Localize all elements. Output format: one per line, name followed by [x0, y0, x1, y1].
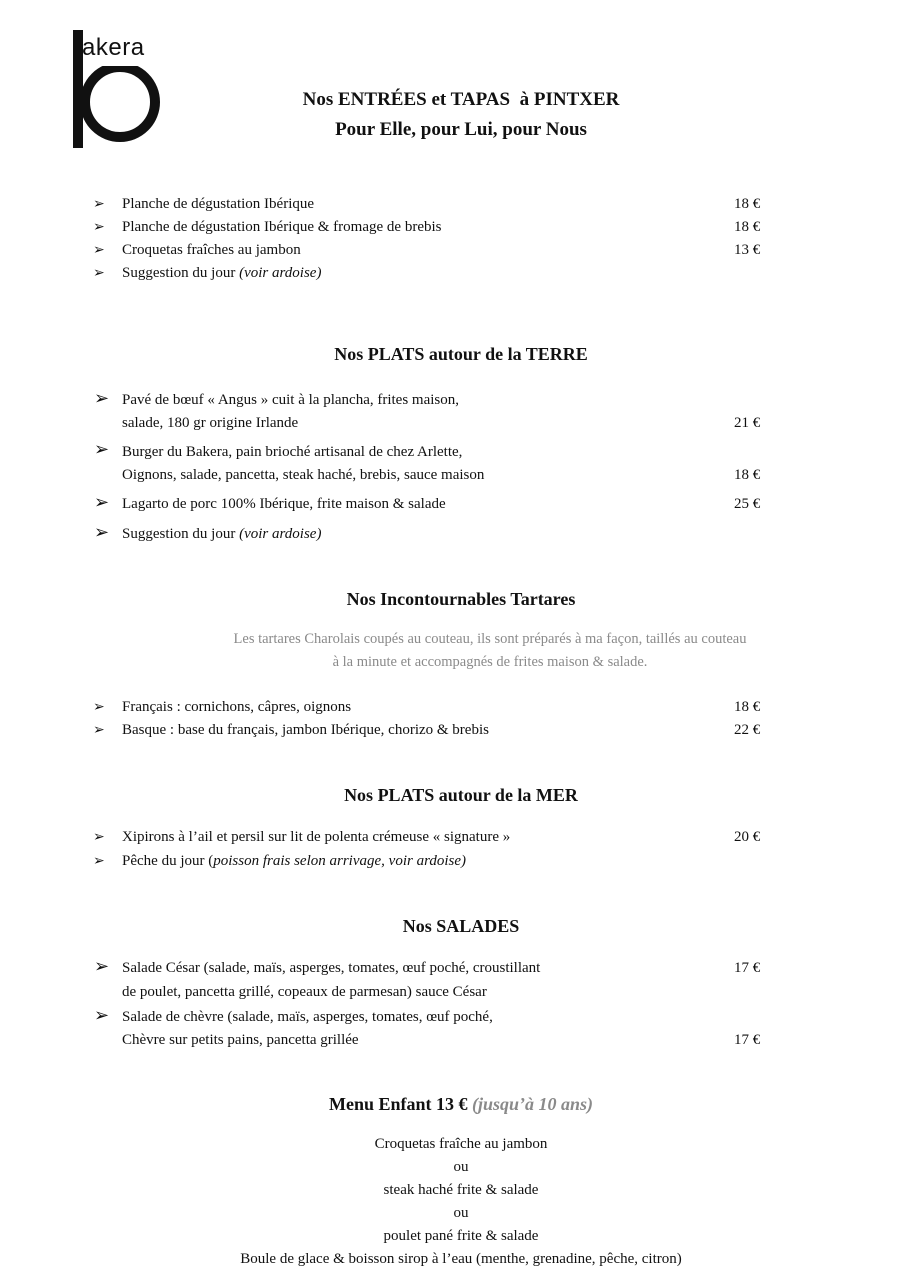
item-price: 13 € [734, 242, 761, 258]
bullet-icon: ➢ [93, 197, 105, 212]
kids-menu-line: ou [453, 1159, 469, 1175]
bullet-icon: ➢ [94, 439, 110, 459]
item-price: 22 € [734, 722, 761, 738]
list-item [122, 853, 466, 870]
bullet-icon: ➢ [94, 522, 110, 542]
item-text: Suggestion du jour [122, 265, 240, 281]
tartares-description-line2: à la minute et accompagnés de frites maison & salade. [332, 654, 648, 670]
bullet-icon: ➢ [93, 854, 105, 869]
list-item: Lagarto de porc 100% Ibérique, frite maison & salade [122, 496, 446, 512]
section-title-tartares: Nos Incontournables Tartares [346, 589, 576, 609]
bullet-icon: ➢ [94, 492, 110, 512]
list-item-line1: Pavé de bœuf « Angus » cuit à la plancha, frites maison, [122, 392, 460, 408]
item-note: (voir ardoise) [239, 265, 322, 281]
item-price: 18 € [734, 196, 761, 212]
list-item-line1: Salade de chèvre (salade, maïs, asperges, tomates, œuf poché, [122, 1009, 493, 1025]
kids-menu-line: steak haché frite & salade [383, 1182, 539, 1198]
list-item: Français : cornichons, câpres, oignons [122, 699, 352, 715]
list-item [122, 526, 321, 543]
list-item-line1: Salade César (salade, maïs, asperges, tomates, œuf poché, croustillant [122, 960, 541, 976]
bullet-icon: ➢ [93, 700, 105, 715]
item-price: 21 € [734, 415, 761, 431]
bullet-icon: ➢ [93, 830, 105, 845]
item-text: Pêche du jour ( [122, 853, 214, 869]
menu-subtitle: Pour Elle, pour Lui, pour Nous [335, 119, 587, 140]
item-price: 17 € [734, 960, 761, 976]
kids-menu-age: (jusqu’à 10 ans) [471, 1094, 594, 1114]
section-title-mer: Nos PLATS autour de la MER [344, 785, 578, 805]
item-price: 20 € [734, 829, 761, 845]
list-item: Xipirons à l’ail et persil sur lit de polenta crémeuse « signature » [122, 829, 511, 845]
item-price: 25 € [734, 496, 761, 512]
kids-menu-label: Menu Enfant 13 € [328, 1094, 472, 1114]
list-item-line1: Burger du Bakera, pain brioché artisanal de chez Arlette, [122, 444, 463, 460]
item-text: Suggestion du jour [122, 526, 240, 542]
section-title-terre: Nos PLATS autour de la TERRE [334, 344, 588, 364]
item-note: (voir ardoise) [239, 526, 322, 542]
bullet-icon: ➢ [93, 220, 105, 235]
list-item: Basque : base du français, jambon Ibérique, chorizo & brebis [122, 722, 489, 738]
kids-menu-title [0, 1094, 910, 1115]
bullet-icon: ➢ [93, 266, 105, 281]
tartares-description-line1: Les tartares Charolais coupés au couteau, ils sont préparés à ma façon, taillés au couteau [233, 631, 747, 647]
bullet-icon: ➢ [94, 388, 110, 408]
list-item [122, 265, 321, 282]
kids-menu-line: Boule de glace & boisson sirop à l’eau (menthe, grenadine, pêche, citron) [240, 1251, 682, 1267]
list-item: Croquetas fraîches au jambon [122, 242, 301, 258]
item-price: 18 € [734, 219, 761, 235]
list-item-line2: Oignons, salade, pancetta, steak haché, brebis, sauce maison [122, 467, 485, 483]
bullet-icon: ➢ [93, 243, 105, 258]
kids-menu-line: Croquetas fraîche au jambon [374, 1136, 548, 1152]
menu-title: Nos ENTRÉES et TAPAS à PINTXER [302, 89, 620, 110]
logo-wordmark: akera [82, 34, 145, 61]
bullet-icon: ➢ [93, 723, 105, 738]
item-price: 18 € [734, 467, 761, 483]
kids-menu-line: poulet pané frite & salade [383, 1228, 539, 1244]
list-item-line2: de poulet, pancetta grillé, copeaux de parmesan) sauce César [122, 984, 487, 1000]
list-item-line2: salade, 180 gr origine Irlande [122, 415, 299, 431]
item-note: poisson frais selon arrivage, voir ardoise) [213, 853, 467, 869]
list-item: Planche de dégustation Ibérique [122, 196, 315, 212]
list-item: Planche de dégustation Ibérique & fromage de brebis [122, 219, 442, 235]
bullet-icon: ➢ [94, 956, 110, 976]
section-title-salades: Nos SALADES [402, 916, 520, 936]
kids-menu-line: ou [453, 1205, 469, 1221]
bullet-icon: ➢ [94, 1005, 110, 1025]
item-price: 18 € [734, 699, 761, 715]
item-price: 17 € [734, 1032, 761, 1048]
list-item-line2: Chèvre sur petits pains, pancetta grillée [122, 1032, 359, 1048]
